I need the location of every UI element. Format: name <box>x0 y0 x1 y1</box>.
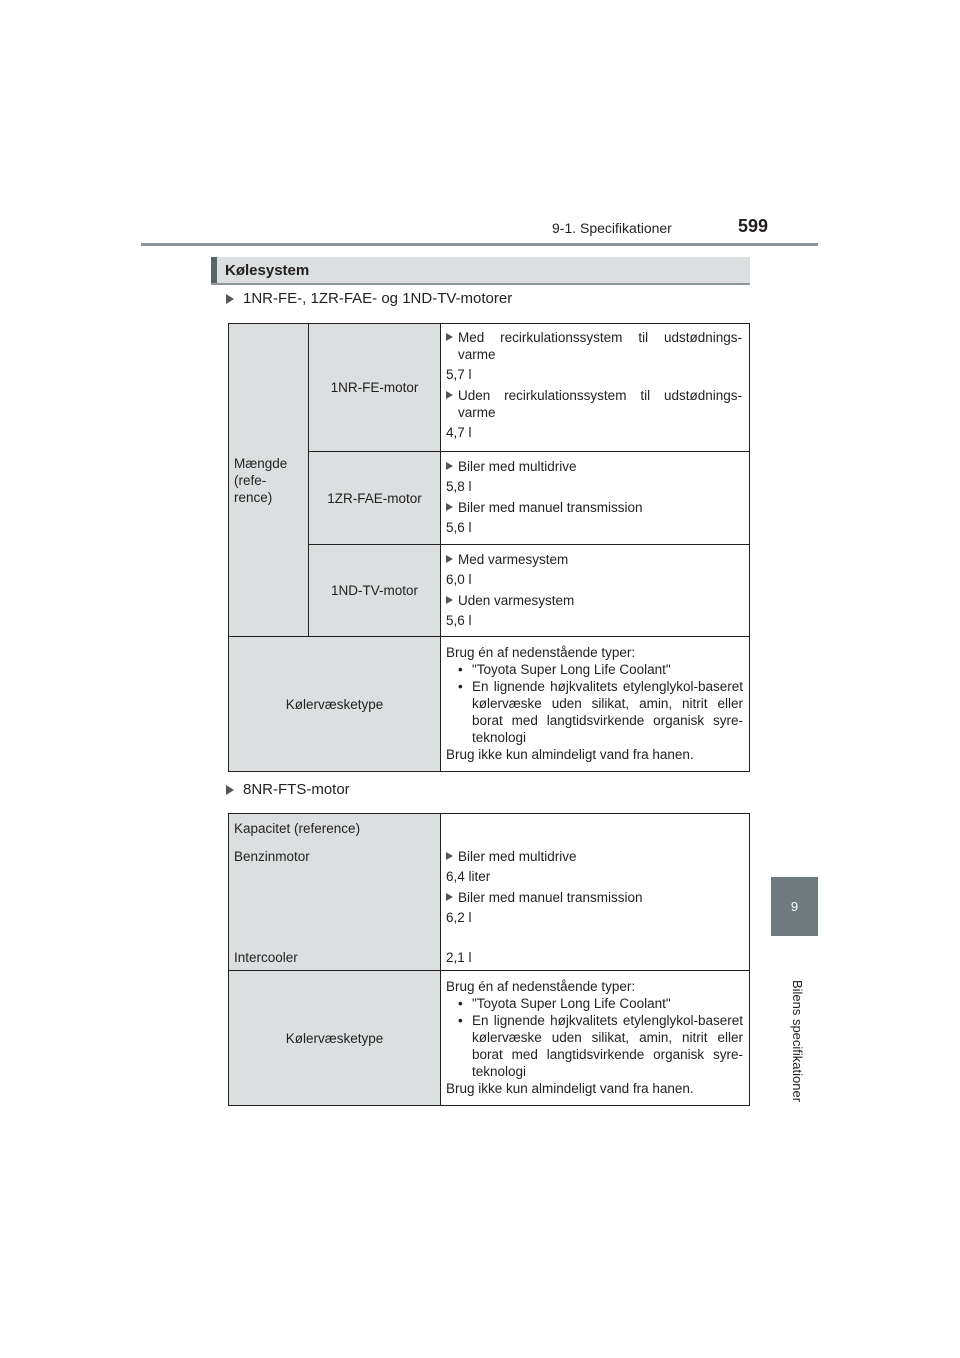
triangle-bullet-icon <box>446 503 453 511</box>
quantity-value: 5,7 l <box>446 367 472 382</box>
coolant-label: Kølervæsketype <box>285 696 384 712</box>
table1-heading <box>226 290 512 307</box>
engine-cell-1nd-tv <box>308 544 441 637</box>
engine-cell-1zr-fae <box>308 451 441 545</box>
list-item: • En lignende højkvalitets etylenglykol-baseret kølervæske uden silikat, amin, nitrit eller borat med langtidsvirkende organisk syre-teknologi <box>446 1012 743 1080</box>
condition-label: Biler med multidrive <box>458 849 577 864</box>
coolant-intro: Brug én af nedenstående typer: <box>446 645 636 660</box>
engine-cell-1nr-fe <box>308 323 441 452</box>
section-title-bar <box>211 257 750 283</box>
list-item <box>446 329 742 363</box>
coolant-type-cell <box>440 636 750 772</box>
capacity-value: 6,4 liter <box>446 869 491 884</box>
coolant-label: Kølervæsketype <box>285 1030 384 1046</box>
condition-label: Med recirkulationssystem til udstødnings-varme <box>458 330 742 362</box>
triangle-bullet-icon <box>446 596 453 604</box>
intercooler-value: 2,1 l <box>446 950 472 965</box>
list-item <box>446 848 742 865</box>
triangle-bullet-icon <box>226 294 234 304</box>
list-item <box>446 592 742 609</box>
list-item <box>446 551 742 568</box>
list-item: • "Toyota Super Long Life Coolant" <box>446 995 743 1012</box>
triangle-bullet-icon <box>446 555 453 563</box>
gasoline-engine-label: Benzinmotor <box>234 849 310 864</box>
table2-heading <box>226 781 350 798</box>
triangle-bullet-icon <box>446 462 453 470</box>
engine-label: 1NR-FE-motor <box>330 380 419 395</box>
coolant-type-cell <box>440 970 750 1106</box>
triangle-bullet-icon <box>446 893 453 901</box>
quantity-cell-1zr-fae <box>440 451 750 545</box>
list-item <box>446 499 742 516</box>
header-divider <box>141 243 818 246</box>
condition-label: Biler med manuel transmission <box>458 500 643 515</box>
quantity-value: 5,8 l <box>446 479 472 494</box>
list-item <box>446 387 742 421</box>
quantity-cell-1nr-fe <box>440 323 750 452</box>
section-breadcrumb: 9-1. Specifikationer <box>552 220 672 236</box>
list-item <box>446 458 742 475</box>
quantity-label-cell <box>228 323 309 637</box>
list-item: • "Toyota Super Long Life Coolant" <box>446 661 743 678</box>
table1-heading-text: 1NR-FE-, 1ZR-FAE- og 1ND-TV-motorer <box>243 290 513 307</box>
quantity-value: 4,7 l <box>446 425 472 440</box>
chapter-tab: 9 <box>771 877 818 936</box>
coolant-list <box>446 995 743 1080</box>
quantity-value: 6,0 l <box>446 572 472 587</box>
coolant-label-cell <box>228 970 441 1106</box>
triangle-bullet-icon <box>446 852 453 860</box>
condition-label: Uden recirkulationssystem til udstødnings-varme <box>458 388 742 420</box>
capacity-value: 6,2 l <box>446 910 472 925</box>
triangle-bullet-icon <box>226 785 234 795</box>
coolant-note: Brug ikke kun almindeligt vand fra hanen. <box>446 747 694 762</box>
quantity-value: 5,6 l <box>446 613 472 628</box>
intercooler-label: Intercooler <box>234 950 298 965</box>
condition-label: Uden varmesystem <box>458 593 575 608</box>
quantity-cell-1nd-tv <box>440 544 750 637</box>
condition-label: Med varmesystem <box>458 552 569 567</box>
coolant-label-cell <box>228 636 441 772</box>
engine-label: 1ZR-FAE-motor <box>327 490 422 506</box>
capacity-label: Kapacitet (reference) <box>234 821 361 836</box>
section-title: Kølesystem <box>225 262 310 279</box>
coolant-note: Brug ikke kun almindeligt vand fra hanen. <box>446 1081 694 1096</box>
capacity-label-cell <box>228 813 441 971</box>
triangle-bullet-icon <box>446 391 453 399</box>
coolant-list <box>446 661 743 746</box>
condition-label: Biler med multidrive <box>458 459 577 474</box>
condition-label: Biler med manuel transmission <box>458 890 643 905</box>
engine-label: 1ND-TV-motor <box>330 583 418 598</box>
list-item: • En lignende højkvalitets etylenglykol-baseret kølervæske uden silikat, amin, nitrit eller borat med langtidsvirkende organisk syre-teknologi <box>446 678 743 746</box>
capacity-value-cell <box>440 813 750 971</box>
page-number: 599 <box>738 216 769 236</box>
chapter-label: Bilens specifikationer <box>790 979 805 1103</box>
quantity-value: 5,6 l <box>446 520 472 535</box>
quantity-label: Mængde (refe- rence) <box>234 455 288 505</box>
triangle-bullet-icon <box>446 333 453 341</box>
coolant-intro: Brug én af nedenstående typer: <box>446 979 636 994</box>
table2-heading-text: 8NR-FTS-motor <box>243 781 350 798</box>
list-item <box>446 889 742 906</box>
